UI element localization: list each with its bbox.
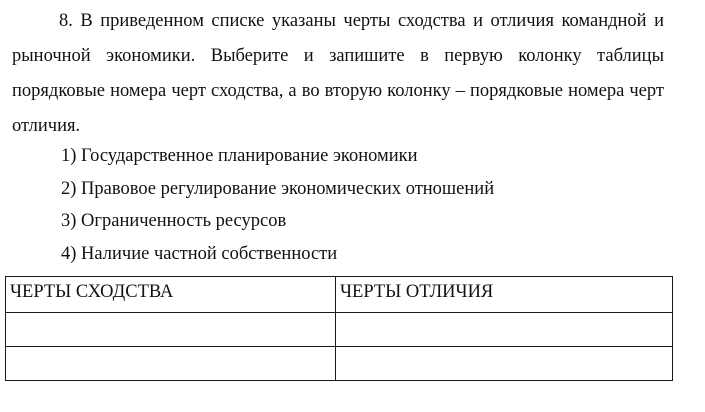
answer-cell-similarities-2[interactable] [6, 347, 336, 381]
option-4: 4) Наличие частной собственности [61, 243, 338, 264]
task-text: 8. В приведенном списке указаны черты сходства и отличия командной и рыночной экономики. Выберите и запишите в первую колонку таблицы порядковые номера черт сходства, а во вторую колонку – порядковые номера черт отличия. [12, 11, 664, 136]
answer-table [5, 276, 673, 381]
options-list [61, 140, 494, 270]
option-3: 3) Ограниченность ресурсов [61, 211, 287, 231]
table-row [6, 313, 673, 347]
answer-cell-differences-1[interactable] [336, 313, 673, 347]
answer-cell-similarities-1[interactable] [6, 313, 336, 347]
table-header-row [6, 277, 673, 313]
option-2: 2) Правовое регулирование экономических отношений [61, 178, 495, 199]
table-row [6, 347, 673, 381]
answer-cell-differences-2[interactable] [336, 347, 673, 381]
header-differences: ЧЕРТЫ ОТЛИЧИЯ [336, 277, 673, 313]
option-1: 1) Государственное планирование экономики [61, 146, 418, 166]
header-similarities: ЧЕРТЫ СХОДСТВА [6, 277, 336, 313]
